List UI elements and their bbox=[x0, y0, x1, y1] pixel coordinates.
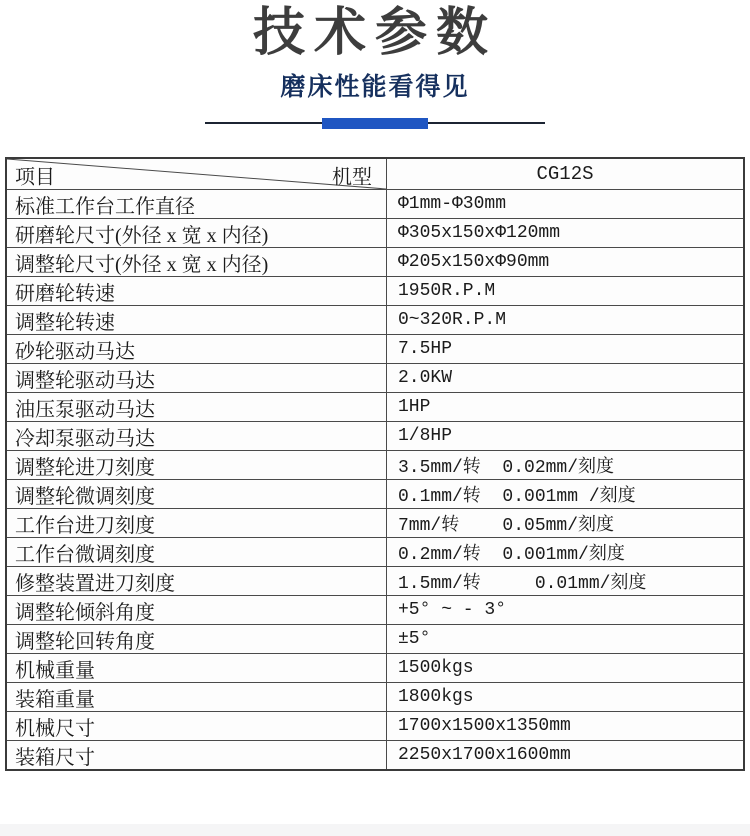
spec-label: 调整轮驱动马达 bbox=[7, 364, 387, 392]
spec-label: 研磨轮转速 bbox=[7, 277, 387, 305]
table-body bbox=[7, 189, 743, 769]
divider-accent-bar bbox=[322, 118, 428, 129]
table-header-row bbox=[7, 159, 743, 189]
page-subtitle: 磨床性能看得见 bbox=[280, 73, 470, 101]
spec-value: 1950R.P.M bbox=[398, 281, 496, 301]
header-model-label: 机型 bbox=[332, 166, 372, 189]
spec-label: 机械重量 bbox=[7, 654, 387, 682]
page-title: 技术参数 bbox=[252, 4, 497, 62]
table-row bbox=[7, 218, 743, 247]
spec-label: 装箱尺寸 bbox=[7, 741, 387, 769]
spec-label: 油压泵驱动马达 bbox=[7, 393, 387, 421]
table-row bbox=[7, 363, 743, 392]
table-row bbox=[7, 305, 743, 334]
spec-label: 调整轮转速 bbox=[7, 306, 387, 334]
spec-value: 1700x1500x1350mm bbox=[398, 716, 571, 736]
spec-label: 工作台进刀刻度 bbox=[7, 509, 387, 537]
spec-value: +5° ~ - 3° bbox=[398, 600, 507, 620]
table-row bbox=[7, 392, 743, 421]
spec-label: 砂轮驱动马达 bbox=[7, 335, 387, 363]
spec-value: 0.2mm/转 0.001mm/刻度 bbox=[398, 545, 625, 565]
footer-band bbox=[0, 824, 750, 836]
spec-value: 1500kgs bbox=[398, 658, 474, 678]
spec-value: 2250x1700x1600mm bbox=[398, 745, 571, 765]
table-row bbox=[7, 479, 743, 508]
table-row bbox=[7, 711, 743, 740]
spec-label: 调整轮回转角度 bbox=[7, 625, 387, 653]
spec-value: 1/8HP bbox=[398, 426, 453, 446]
spec-value: Φ205x150xΦ90mm bbox=[398, 252, 550, 272]
diagonal-line bbox=[7, 159, 386, 189]
table-row bbox=[7, 653, 743, 682]
spec-value: 1800kgs bbox=[398, 687, 474, 707]
spec-value: Φ1mm-Φ30mm bbox=[398, 194, 507, 214]
diagonal-header-cell bbox=[7, 159, 387, 189]
spec-value: 0~320R.P.M bbox=[398, 310, 507, 330]
table-row bbox=[7, 334, 743, 363]
table-row bbox=[7, 508, 743, 537]
spec-value: 7.5HP bbox=[398, 339, 453, 359]
table-row bbox=[7, 450, 743, 479]
spec-value: 1HP bbox=[398, 397, 431, 417]
spec-label: 工作台微调刻度 bbox=[7, 538, 387, 566]
table-row bbox=[7, 595, 743, 624]
header-item-label: 项目 bbox=[15, 166, 55, 189]
spec-value: 3.5mm/转 0.02mm/刻度 bbox=[398, 458, 615, 478]
spec-value: 7mm/转 0.05mm/刻度 bbox=[398, 516, 615, 536]
table-row bbox=[7, 421, 743, 450]
model-name: CG12S bbox=[536, 163, 594, 185]
spec-label: 调整轮尺寸(外径 x 宽 x 内径) bbox=[7, 248, 387, 276]
spec-value: 2.0KW bbox=[398, 368, 453, 388]
spec-label: 调整轮进刀刻度 bbox=[7, 451, 387, 479]
table-row bbox=[7, 740, 743, 769]
table-row bbox=[7, 566, 743, 595]
spec-label: 标准工作台工作直径 bbox=[7, 190, 387, 218]
spec-label: 研磨轮尺寸(外径 x 宽 x 内径) bbox=[7, 219, 387, 247]
spec-label: 冷却泵驱动马达 bbox=[7, 422, 387, 450]
spec-label: 装箱重量 bbox=[7, 683, 387, 711]
spec-value: 1.5mm/转 0.01mm/刻度 bbox=[398, 574, 647, 594]
spec-label: 机械尺寸 bbox=[7, 712, 387, 740]
table-row bbox=[7, 682, 743, 711]
table-row bbox=[7, 537, 743, 566]
spec-label: 修整装置进刀刻度 bbox=[7, 567, 387, 595]
spec-value: 0.1mm/转 0.001mm /刻度 bbox=[398, 487, 636, 507]
table-row bbox=[7, 276, 743, 305]
spec-value: Φ305x150xΦ120mm bbox=[398, 223, 561, 243]
table-row bbox=[7, 624, 743, 653]
section-divider bbox=[205, 118, 545, 129]
table-row bbox=[7, 247, 743, 276]
spec-label: 调整轮倾斜角度 bbox=[7, 596, 387, 624]
spec-value: ±5° bbox=[398, 629, 431, 649]
table-row bbox=[7, 189, 743, 218]
spec-table bbox=[5, 157, 745, 771]
spec-label: 调整轮微调刻度 bbox=[7, 480, 387, 508]
